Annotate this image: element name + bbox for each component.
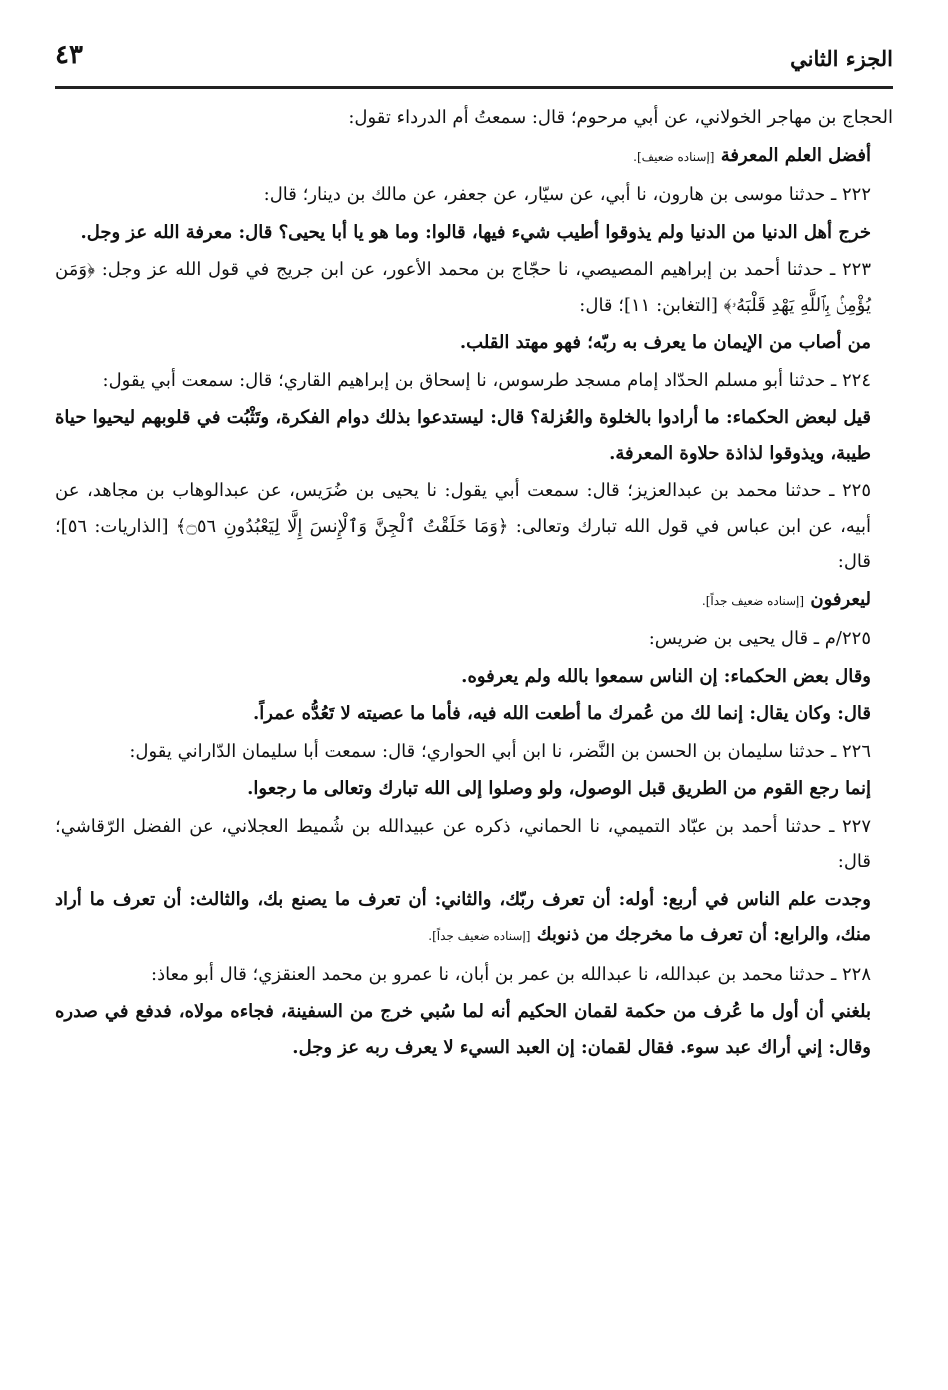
narration-paragraph: ٢٢٥/م ـ قال يحيى بن ضريس: [648, 628, 871, 649]
quote-paragraph: إنما رجع القوم من الطريق قبل الوصول، ولو وصلوا إلى الله تبارك وتعالى ما رجعوا. [247, 778, 871, 799]
quote-paragraph: خرج أهل الدنيا من الدنيا ولم يذوقوا أطيب شيء فيها، قالوا: وما هو يا أبا يحيى؟ قال: معرفة الله عز وجل. [80, 221, 871, 243]
quote-paragraph: قيل لبعض الحكماء: ما أرادوا بالخلوة والعُزلة؟ قال: ليستدعوا بذلك دوام الفكرة، وتَثْبُت في قلوبهم ليحيوا حياة طيبة، ويذوقوا لذاذة حلاوة المعرفة. [55, 407, 871, 464]
isnad-note: [إسناده ضعيف جداً]. [701, 593, 805, 608]
page-number: ٤٣ [55, 40, 83, 70]
isnad-note: [إسناده ضعيف]. [633, 149, 715, 164]
running-title: الجزء الثاني [790, 46, 893, 71]
quote-paragraph: ليعرفون [إسناده ضعيف جداً]. [701, 588, 871, 610]
page-body [55, 100, 893, 1067]
narration-paragraph: ٢٢٣ ـ حدثنا أحمد بن إبراهيم المصيصي، نا حجّاج بن محمد الأعور، عن ابن جريج في قول الله عز وجل: ﴿وَمَن يُؤْمِنۢ بِٱللَّهِ يَهْدِ قَلْبَهُۥ﴾ [التغابن: ١١]؛ قال: [55, 259, 871, 316]
narration-paragraph: ٢٢٨ ـ حدثنا محمد بن عبدالله، نا عبدالله بن عمر بن أبان، نا عمرو بن محمد العنقزي؛ قال أبو معاذ: [151, 963, 871, 985]
quote-paragraph: بلغني أن أول ما عُرف من حكمة لقمان الحكيم أنه لما سُبي خرج من السفينة، فجاءه مولاه، فدفع في صدره وقال: إني أراك عبد سوء. فقال لقمان: إن العبد السيء لا يعرف ربه عز وجل. [55, 1001, 871, 1058]
quote-paragraph: وقال بعض الحكماء: إن الناس سمعوا بالله ولم يعرفوه. [461, 665, 871, 687]
header-rule [55, 86, 893, 89]
quote-paragraph: قال: وكان يقال: إنما لك من عُمرك ما أطعت الله فيه، فأما ما عصيته لا تَعُدُّه عمراً. [253, 703, 871, 724]
narration-paragraph: ٢٢٦ ـ حدثنا سليمان بن الحسن بن النَّضر، نا ابن أبي الحواري؛ قال: سمعت أبا سليمان الدّاراني يقول: [129, 740, 871, 762]
page-header [55, 38, 893, 88]
narration-paragraph: الحجاج بن مهاجر الخولاني، عن أبي مرحوم؛ قال: سمعتُ أم الدرداء تقول: [348, 107, 893, 128]
narration-paragraph: ٢٢٢ ـ حدثنا موسى بن هارون، نا أبي، عن سيّار، عن جعفر، عن مالك بن دينار؛ قال: [263, 184, 871, 205]
isnad-note: [إسناده ضعيف جداً]. [428, 929, 531, 943]
quote-paragraph: أفضل العلم المعرفة [إسناده ضعيف]. [633, 144, 871, 166]
narration-paragraph: ٢٢٥ ـ حدثنا محمد بن عبدالعزيز؛ قال: سمعت أبي يقول: نا يحيى بن ضُرَيس، عن عبدالوهاب بن مجاهد، عن أبيه، عن ابن عباس في قول الله تبارك وتعالى: ﴿وَمَا خَلَقْتُ ٱلْجِنَّ وَٱلْإِنسَ إِلَّا لِيَعْبُدُونِ ۝٥٦﴾ [الذاريات: ٥٦]؛ قال: [55, 480, 871, 572]
narration-paragraph: ٢٢٤ ـ حدثنا أبو مسلم الحدّاد إمام مسجد طرسوس، نا إسحاق بن إبراهيم القاري؛ قال: سمعت أبي يقول: [102, 369, 871, 391]
narration-paragraph: ٢٢٧ ـ حدثنا أحمد بن عبّاد التميمي، نا الحماني، ذكره عن عبيدالله بن شُميط العجلاني، عن الفضل الرّقاشي؛ قال: [55, 815, 871, 872]
quote-paragraph: وجدت علم الناس في أربع: أوله: أن تعرف ربّك، والثاني: أن تعرف ما يصنع بك، والثالث: أن تعرف ما أراد منك، والرابع: أن تعرف ما مخرجك من ذنوبك [إسناده ضعيف جداً]. [55, 888, 871, 945]
quote-paragraph: من أصاب من الإيمان ما يعرف به ربّه؛ فهو مهتد القلب. [459, 332, 871, 353]
